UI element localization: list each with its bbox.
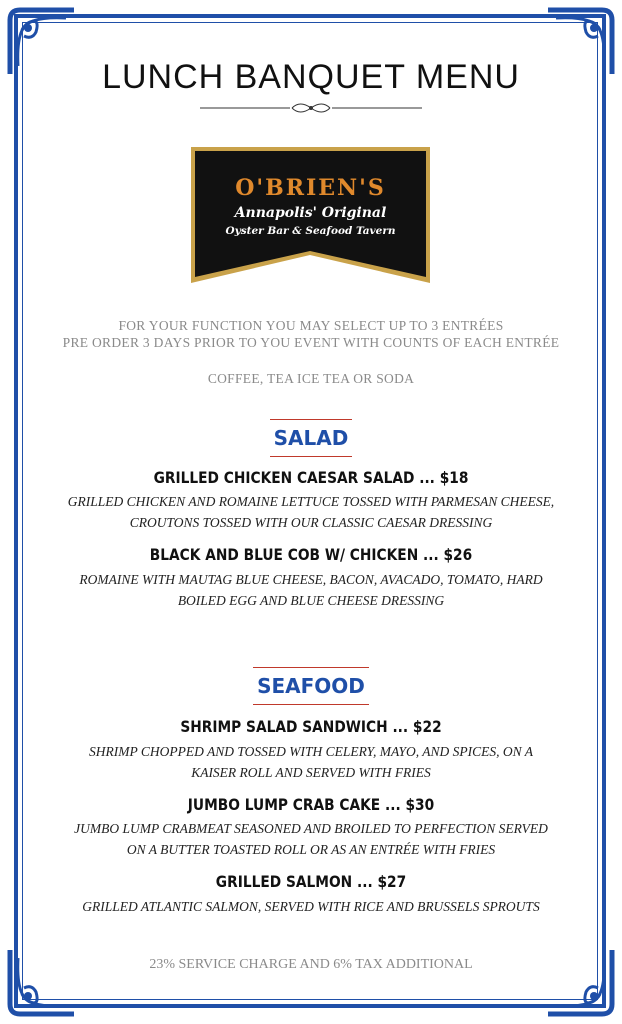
logo-brand-name: O'BRIEN'S — [235, 175, 386, 201]
service-charge-note: 23% SERVICE CHARGE AND 6% TAX ADDITIONAL — [149, 957, 473, 972]
menu-item-name: GRILLED SALMON ... $27 — [215, 872, 407, 891]
menu-item-description: ON A BUTTER TOASTED ROLL OR AS AN ENTRÉE WITH FRIES — [126, 842, 496, 857]
info-line: PRE ORDER 3 DAYS PRIOR TO YOU EVENT WITH COUNTS OF EACH ENTRÉE — [62, 335, 560, 350]
section-header-salad — [0, 419, 622, 457]
section-title: SALAD — [273, 426, 349, 450]
page-title: LUNCH BANQUET MENU — [102, 58, 520, 96]
info-line: FOR YOUR FUNCTION YOU MAY SELECT UP TO 3 ENTRÉES — [118, 318, 504, 333]
restaurant-logo — [189, 145, 432, 285]
menu-item-description: BOILED EGG AND BLUE CHEESE DRESSING — [177, 593, 445, 608]
menu-item-description: KAISER ROLL AND SERVED WITH FRIES — [191, 765, 431, 780]
logo-tagline: Annapolis' Original — [234, 205, 387, 221]
menu-item-description: JUMBO LUMP CRABMEAT SEASONED AND BROILED TO PERFECTION SERVED — [74, 821, 548, 836]
menu-item-name: JUMBO LUMP CRAB CAKE ... $30 — [187, 795, 435, 814]
menu-item-description: SHRIMP CHOPPED AND TOSSED WITH CELERY, MAYO, AND SPICES, ON A — [89, 744, 533, 759]
menu-item-description: CROUTONS TOSSED WITH OUR CLASSIC CAESAR DRESSING — [129, 515, 493, 530]
section-header-seafood — [0, 667, 622, 705]
menu-item-name: GRILLED CHICKEN CAESAR SALAD ... $18 — [153, 468, 469, 487]
title-divider-icon — [200, 100, 422, 116]
logo-subtitle: Oyster Bar & Seafood Tavern — [225, 225, 396, 237]
beverage-line: COFFEE, TEA ICE TEA OR SODA — [207, 371, 415, 386]
section-title: SEAFOOD — [257, 674, 365, 698]
menu-item-description: ROMAINE WITH MAUTAG BLUE CHEESE, BACON, AVACADO, TOMATO, HARD — [79, 572, 543, 587]
menu-item-name: SHRIMP SALAD SANDWICH ... $22 — [180, 717, 442, 736]
menu-item-description: GRILLED ATLANTIC SALMON, SERVED WITH RICE AND BRUSSELS SPROUTS — [82, 899, 540, 914]
menu-item-description: GRILLED CHICKEN AND ROMAINE LETTUCE TOSSED WITH PARMESAN CHEESE, — [67, 494, 555, 509]
menu-item-name: BLACK AND BLUE COB W/ CHICKEN ... $26 — [149, 545, 473, 564]
